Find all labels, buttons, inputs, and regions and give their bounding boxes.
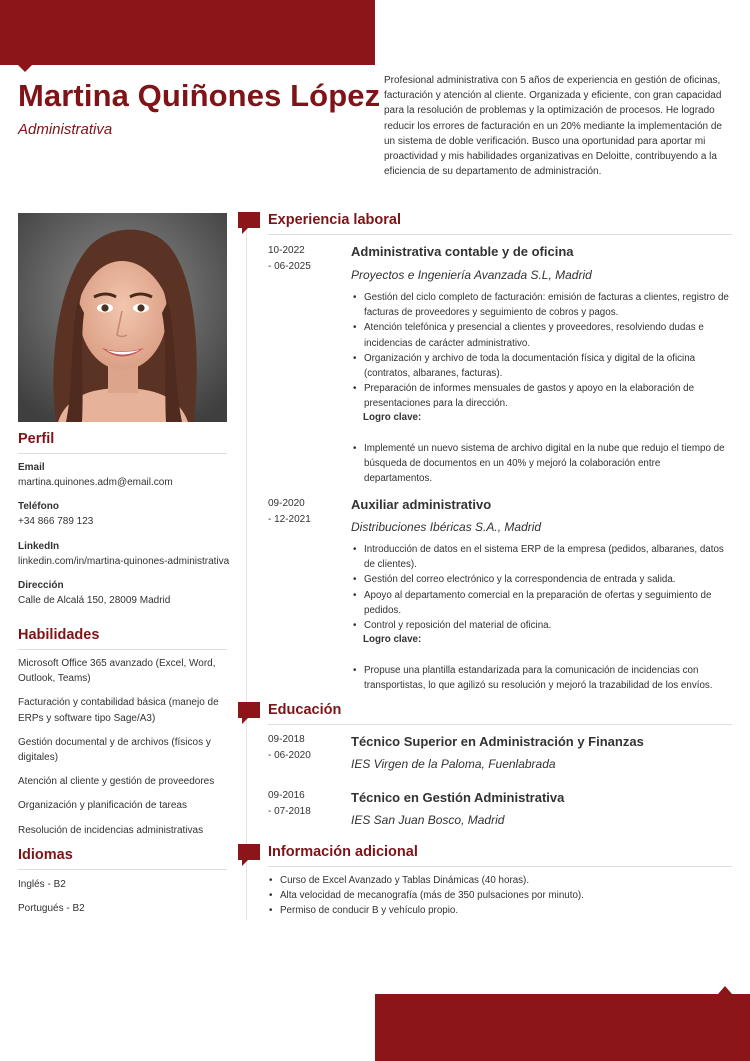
key-achievement-label: Logro clave: (363, 412, 422, 423)
additional-info-heading: Información adicional (268, 844, 732, 867)
education-heading: Educación (268, 702, 732, 725)
degree-title: Técnico en Gestión Administrativa (351, 790, 565, 805)
job-company: Proyectos e Ingeniería Avanzada S.L, Madrid (351, 268, 592, 282)
additional-info-item: • Alta velocidad de mecanografía (más de 350 pulsaciones por minuto). (268, 888, 732, 903)
email-label: Email (18, 462, 45, 473)
education-dates (268, 788, 311, 819)
column-divider (246, 213, 247, 920)
job-date-end: - 06-2025 (268, 260, 311, 272)
section-flag-icon (238, 844, 260, 866)
job-duties-list (351, 290, 731, 412)
section-flag-icon (238, 702, 260, 724)
profile-heading: Perfil (18, 431, 227, 454)
email-value[interactable]: martina.quinones.adm@email.com (18, 477, 173, 488)
skill-item: Gestión documental y de archivos (físicos y digitales) (18, 736, 211, 764)
job-title: Administrativa contable y de oficina (351, 244, 574, 259)
degree-title: Técnico Superior en Administración y Finanzas (351, 734, 644, 749)
job-achievement: • Implementé un nuevo sistema de archivo digital en la nube que redujo el tiempo de búsqueda de documentos en un 40% y mejoró la colaboración entre departamentos. (351, 441, 731, 487)
bottom-accent-notch (718, 986, 732, 994)
phone-label: Teléfono (18, 501, 59, 512)
skill-item: Atención al cliente y gestión de proveedores (18, 776, 215, 788)
job-duty: • Introducción de datos en el sistema ERP de la empresa (pedidos, albaranes, datos de clientes). (351, 542, 731, 572)
skill-item: Organización y planificación de tareas (18, 800, 187, 812)
top-accent-notch (18, 65, 32, 72)
key-achievement-label: Logro clave: (363, 634, 422, 645)
address-value: Calle de Alcalá 150, 28009 Madrid (18, 595, 171, 606)
job-duty: • Organización y archivo de toda la documentación física y digital de la oficina (contratos, albaranes, facturas). (351, 351, 731, 381)
school-name: IES Virgen de la Paloma, Fuenlabrada (351, 757, 556, 771)
portrait-illustration (18, 213, 227, 422)
skill-item: Microsoft Office 365 avanzado (Excel, Word, Outlook, Teams) (18, 658, 216, 685)
bottom-accent-bar (375, 994, 750, 1061)
education-date-start: 09-2016 (268, 790, 305, 801)
job-achievement: • Propuse una plantilla estandarizada para la comunicación de incidencias con transportistas, lo que agilizó su resolución y mejoró la trazabilidad de los envíos. (351, 663, 731, 693)
job-duty: • Control y reposición del material de oficina. (351, 618, 731, 633)
linkedin-label: LinkedIn (18, 541, 60, 552)
skills-heading: Habilidades (18, 627, 227, 650)
profile-photo (18, 213, 227, 422)
education-date-start: 09-2018 (268, 734, 305, 745)
job-duty: • Apoyo al departamento comercial en la preparación de ofertas y seguimiento de pedidos. (351, 588, 731, 618)
job-duty: • Gestión del ciclo completo de facturación: emisión de facturas a clientes, registro de facturas de proveedores y seguimiento de cobros y pagos. (351, 290, 731, 320)
school-name: IES San Juan Bosco, Madrid (351, 813, 505, 827)
education-date-end: - 06-2020 (268, 749, 311, 761)
job-duty: • Preparación de informes mensuales de gastos y apoyo en la elaboración de presentaciones para la dirección. (351, 381, 731, 411)
job-achievement-list (351, 441, 731, 487)
education-date-end: - 07-2018 (268, 805, 311, 817)
address-label: Dirección (18, 580, 64, 591)
languages-heading: Idiomas (18, 847, 227, 870)
candidate-role: Administrativa (18, 121, 113, 138)
profile-summary: Profesional administrativa con 5 años de experiencia en gestión de oficinas, facturación y atención al cliente. Organizada y eficiente, con gran capacidad para la resolución de problemas y la optimización de procesos. He logrado reducir los errores de facturación en un 20% mediante la implementación de un sistema de doble verificación. Busco una oportunidad para aportar mi proactividad y mis habilidades organizativas en Deloitte, contribuyendo a la eficiencia de su departamento de administración. (384, 75, 722, 178)
section-flag-icon (238, 212, 260, 234)
additional-info-list (268, 873, 732, 919)
linkedin-value[interactable]: linkedin.com/in/martina-quinones-administrativa (18, 556, 230, 567)
job-duty: • Gestión del correo electrónico y la correspondencia de entrada y salida. (351, 572, 731, 587)
additional-info-item: • Permiso de conducir B y vehículo propio. (268, 903, 732, 918)
skill-item: Facturación y contabilidad básica (manejo de ERPs y software tipo Sage/A3) (18, 697, 219, 724)
job-dates (268, 243, 311, 274)
job-title: Auxiliar administrativo (351, 497, 492, 512)
job-date-end: - 12-2021 (268, 513, 311, 525)
skills-list (18, 656, 230, 847)
language-item: Inglés - B2 (18, 879, 66, 890)
job-dates (268, 496, 311, 527)
job-date-start: 09-2020 (268, 498, 305, 509)
job-date-start: 10-2022 (268, 245, 305, 256)
additional-info-item: • Curso de Excel Avanzado y Tablas Dinámicas (40 horas). (268, 873, 732, 888)
job-company: Distribuciones Ibéricas S.A., Madrid (351, 520, 542, 534)
top-accent-bar (0, 0, 375, 65)
education-dates (268, 732, 311, 763)
language-item: Portugués - B2 (18, 903, 85, 914)
experience-heading: Experiencia laboral (268, 212, 732, 235)
job-achievement-list (351, 663, 731, 693)
skill-item: Resolución de incidencias administrativas (18, 824, 204, 836)
candidate-name: Martina Quiñones López (18, 78, 381, 113)
job-duties-list (351, 542, 731, 633)
job-duty: • Atención telefónica y presencial a clientes y proveedores, resolviendo dudas e incidencias de carácter administrativo. (351, 320, 731, 350)
phone-value[interactable]: +34 866 789 123 (18, 516, 94, 527)
